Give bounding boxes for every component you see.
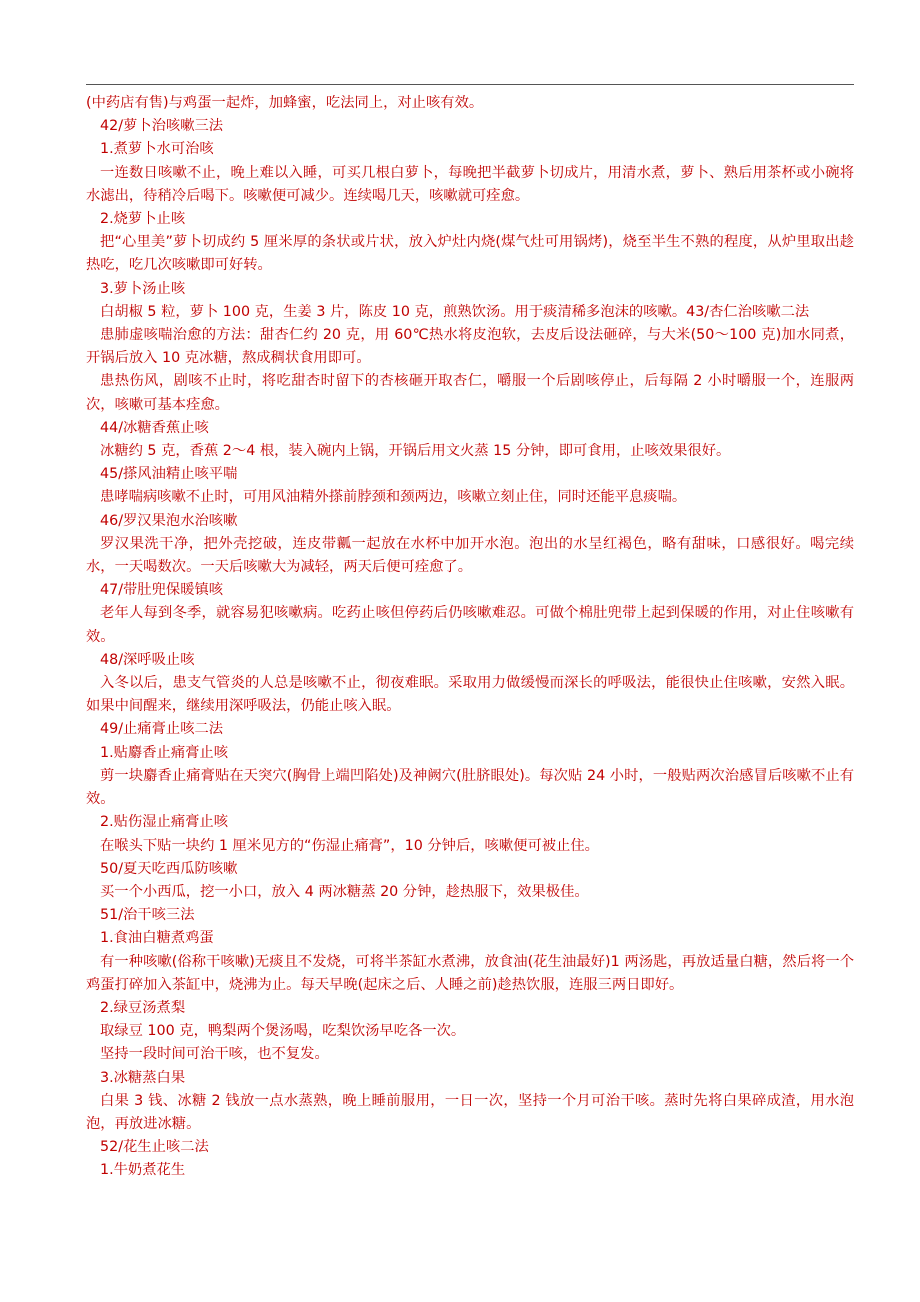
body-paragraph: 罗汉果洗干净，把外壳挖破，连皮带瓤一起放在水杯中加开水泡。泡出的水呈红褐色，略有甜味，口感很好。喝完续水，一天喝数次。一天后咳嗽大为减轻，两天后便可痊愈了。 — [86, 535, 854, 576]
body-paragraph: 把“心里美”萝卜切成约 5 厘米厚的条状或片状，放入炉灶内烧(煤气灶可用锅烤)，烧至半生不熟的程度，从炉里取出趁热吃，吃几次咳嗽即可好转。 — [86, 234, 854, 274]
section-heading: 2.绿豆汤煮梨 — [100, 999, 186, 1016]
body-paragraph: 剪一块麝香止痛膏贴在天突穴(胸骨上端凹陷处)及神阙穴(肚脐眼处)。每次贴 24 小时，一般贴两次治感冒后咳嗽不止有效。 — [86, 767, 854, 808]
section-heading: 47/带肚兜保暖镇咳 — [100, 582, 224, 599]
body-paragraph: 老年人每到冬季，就容易犯咳嗽病。吃药止咳但停药后仍咳嗽难忍。可做个棉肚兜带上起到保暖的作用，对止住咳嗽有效。 — [86, 605, 854, 645]
body-paragraph: 白果 3 钱、冰糖 2 钱放一点水蒸熟，晚上睡前服用，一日一次，坚持一个月可治干咳。蒸时先将白果碎成渣，用水泡泡，再放进冰糖。 — [86, 1092, 854, 1132]
body-paragraph: 买一个小西瓜，挖一小口，放入 4 两冰糖蒸 20 分钟，趁热服下，效果极佳。 — [100, 883, 589, 900]
body-paragraph: 患肺虚咳喘治愈的方法：甜杏仁约 20 克，用 60℃热水将皮泡软，去皮后设法砸碎，与大米(50～100 克)加水同煮，开锅后放入 10 克冰糖，熬成稠状食用即可。 — [86, 327, 854, 367]
section-heading: 2.贴伤湿止痛膏止咳 — [100, 814, 229, 831]
section-heading: 2.烧萝卜止咳 — [100, 211, 186, 228]
section-heading: 49/止痛膏止咳二法 — [100, 721, 224, 738]
body-paragraph: 冰糖约 5 克，香蕉 2～4 根，装入碗内上锅，开锅后用文火蒸 15 分钟，即可食用，止咳效果很好。 — [100, 443, 731, 460]
section-heading: 51/治干咳三法 — [100, 907, 195, 924]
section-heading: 1.贴麝香止痛膏止咳 — [100, 744, 229, 761]
header-rule — [86, 84, 854, 85]
section-heading: 46/罗汉果泡水治咳嗽 — [100, 512, 238, 529]
section-heading: 45/搽风油精止咳平喘 — [100, 466, 238, 483]
body-paragraph: 患哮喘病咳嗽不止时，可用风油精外搽前脖颈和颈两边，咳嗽立刻止住，同时还能平息痰喘。 — [100, 489, 687, 506]
body-paragraph: 白胡椒 5 粒，萝卜 100 克，生姜 3 片，陈皮 10 克，煎熟饮汤。用于痰清稀多泡沫的咳嗽。43/杏仁治咳嗽二法 — [100, 303, 810, 320]
body-paragraph: 在喉头下贴一块约 1 厘米见方的“伤湿止痛膏”，10 分钟后，咳嗽便可被止住。 — [100, 837, 599, 854]
paragraph: (中药店有售)与鸡蛋一起炸，加蜂蜜，吃法同上，对止咳有效。 — [86, 95, 484, 111]
section-heading: 44/冰糖香蕉止咳 — [100, 419, 209, 436]
body-paragraph: 坚持一段时间可治干咳，也不复发。 — [100, 1046, 329, 1063]
section-heading: 48/深呼吸止咳 — [100, 651, 195, 668]
body-paragraph: 入冬以后，患支气管炎的人总是咳嗽不止，彻夜难眠。采取用力做缓慢而深长的呼吸法，能很快止住咳嗽，安然入眠。如果中间醒来，继续用深呼吸法，仍能止咳入眠。 — [86, 675, 854, 715]
section-heading: 1.牛奶煮花生 — [100, 1162, 186, 1179]
section-heading: 52/花生止咳二法 — [100, 1139, 209, 1156]
document-body — [86, 92, 854, 1183]
body-paragraph: 一连数日咳嗽不止，晚上难以入睡，可买几根白萝卜，每晚把半截萝卜切成片，用清水煮，萝卜、熟后用茶杯或小碗将水滤出，待稍冷后喝下。咳嗽便可减少。连续喝几天，咳嗽就可痊愈。 — [86, 164, 854, 204]
body-paragraph: 取绿豆 100 克，鸭梨两个煲汤喝，吃梨饮汤早吃各一次。 — [100, 1023, 466, 1040]
section-heading: 3.冰糖蒸白果 — [100, 1069, 186, 1086]
body-paragraph: 有一种咳嗽(俗称干咳嗽)无痰且不发烧，可将半茶缸水煮沸，放食油(花生油最好)1 两汤匙，再放适量白糖，然后将一个鸡蛋打碎加入茶缸中，烧沸为止。每天早晚(起床之后、人睡之前)趁热饮服，连服三两日即好。 — [86, 953, 854, 993]
section-heading: 1.食油白糖煮鸡蛋 — [100, 930, 214, 947]
section-heading: 3.萝卜汤止咳 — [100, 280, 186, 297]
section-heading: 1.煮萝卜水可治咳 — [100, 141, 214, 158]
body-paragraph: 患热伤风，剧咳不止时，将吃甜杏时留下的杏核砸开取杏仁，嚼服一个后剧咳停止，后每隔 2 小时嚼服一个，连服两次，咳嗽可基本痊愈。 — [86, 373, 854, 413]
section-heading: 50/夏天吃西瓜防咳嗽 — [100, 860, 238, 877]
section-heading: 42/萝卜治咳嗽三法 — [100, 118, 224, 135]
